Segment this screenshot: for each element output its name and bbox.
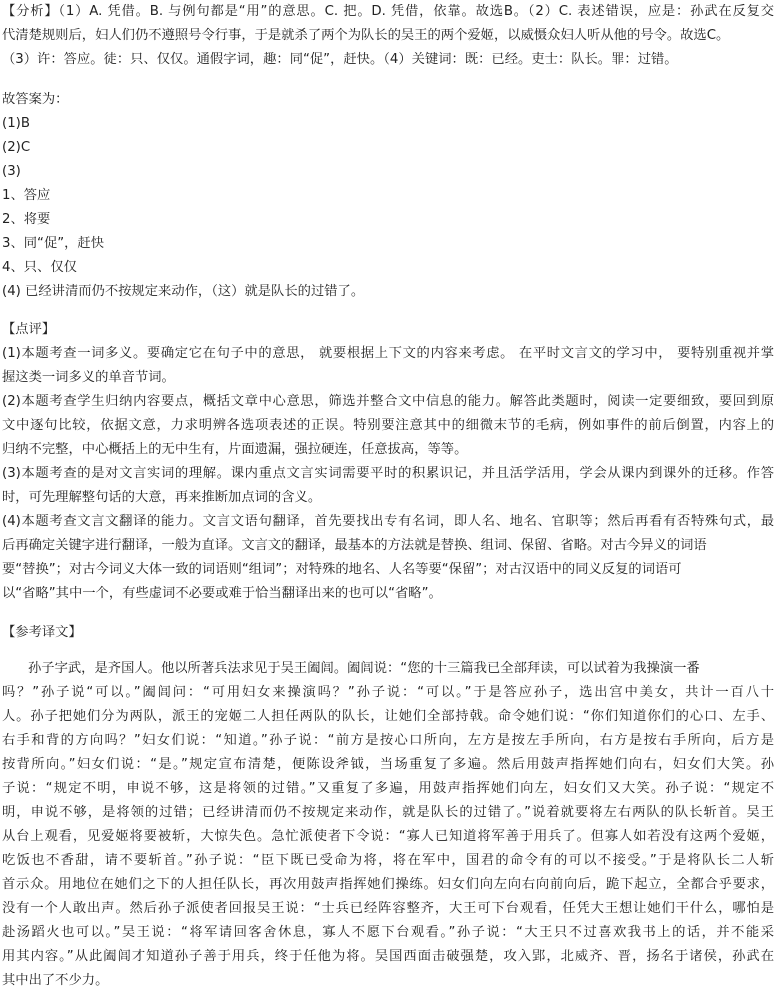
answer-line: (2)C (2, 140, 31, 155)
comment-line: (1)本题考查一词多义。要确定它在句子中的意思， 就要根据上下文的内容来考虑。 在平时文言文的学习中， 要特别重视并掌 (2, 346, 774, 361)
translation-line: 首示众。用地位在她们之下的人担任队长，再次用鼓声指挥她们操练。妇女们向左向右向前向后，跪下起立，全都合乎要求， (2, 877, 774, 892)
analysis-line: 代清楚规则后，妇人们仍不遵照号令行事，于是就杀了两个为队长的吴王的两个爱姬，以威慑众妇人听从他的号令。故选C。 (2, 28, 730, 43)
comment-line: 以“省略”其中一个，有些虚词不必要或难于恰当翻译出来的也可以“省略”。 (2, 586, 442, 601)
translation-line: 按背所向。”妇女们说：“是。”规定宣布清楚，便陈设斧钺，当场重复了多遍。然后用鼓声指挥她们向右，妇女们大笑。孙 (2, 757, 774, 772)
comment-line: 时，可先理解整句话的大意，再来推断加点词的含义。 (2, 490, 322, 505)
translation-line: 吃饭也不香甜，请不要斩首。”孙子说：“臣下既已受命为将，将在军中，国君的命令有的可以不接受。”于是将队长二人斩 (2, 853, 774, 868)
translation-line: 没有一个人敢出声。然后孙子派使者回报吴王说：“士兵已经阵容整齐，大王可下台观看，任凭大王想让她们干什么，哪怕是 (2, 901, 774, 916)
comment-line: (4)本题考查文言文翻译的能力。文言文语句翻译，首先要找出专有名词，即人名、地名、官职等；然后再看有否特殊句式，最 (2, 514, 774, 529)
answer-line: (3) (2, 164, 21, 179)
translation-line: 人。孙子把她们分为两队，派王的宠姬二人担任两队的队长，让她们全部持戟。命令她们说：“你们知道你们的心口、左手、 (2, 709, 774, 724)
translation-line: 从台上观看，见爱姬将要被斩，大惊失色。急忙派使者下令说：“寡人已知道将军善于用兵了。但寡人如若没有这两个爱姬， (2, 829, 774, 844)
comment-line: (2)本题考查学生归纳内容要点，概括文章中心意思，筛选并整合文中信息的能力。解答此类题时，阅读一定要细致，要回到原 (2, 394, 774, 409)
translation-line: 子说：“规定不明，申说不够，这是将领的过错。”又重复了多遍，用鼓声指挥她们向左，妇女们又大笑。孙子说：“规定不 (2, 781, 774, 796)
translation-line: 赴汤蹈火也可以。”吴王说：“将军请回客舍休息，寡人不愿下台观看。”孙子说：“大王只不过喜欢我书上的话，并不能采 (2, 925, 774, 940)
comment-line: 后再确定关键字进行翻译，一般为直译。文言文的翻译，最基本的方法就是替换、组词、保留、省略。对古今异义的词语 (2, 538, 707, 553)
translation-line: 吗？”孙子说“可以。”阖闾问：“可用妇女来操演吗？”孙子说：“可以。”于是答应孙子，选出宫中美女，共计一百八十 (2, 685, 774, 700)
comment-line: (3)本题考查的是对文言实词的理解。课内重点文言实词需要平时的积累识记，并且活学活用，学会从课内到课外的迁移。作答 (2, 466, 774, 481)
analysis-line: （3）许：答应。徒：只、仅仅。通假字词，趣：同“促”，赶快。（4）关键词：既：已经。吏士：队长。罪：过错。 (2, 52, 678, 67)
translation-line: 用其内容。”从此阖闾才知道孙子善于用兵，终于任他为将。吴国西面击破强楚，攻入郢，北威齐、晋，扬名于诸侯，孙武在 (2, 949, 774, 964)
comment-line: 握这类一词多义的单音节词。 (2, 370, 175, 385)
answer-intro: 故答案为： (2, 92, 69, 107)
comment-line: 文中逐句比较，依据文意，力求明辨各选项表述的正误。特别要注意其中的细微末节的毛病，例如事件的前后倒置，内容上的 (2, 418, 774, 433)
answer-line: 1、答应 (2, 188, 51, 203)
translation-line: 孙子字武，是齐国人。他以所著兵法求见于吴王阖闾。阖闾说：“您的十三篇我已全部拜读，可以试着为我操演一番 (28, 661, 700, 676)
answer-line: (4) 已经讲清而仍不按规定来动作，（这）就是队长的过错了。 (2, 284, 365, 299)
translation-line: 明，申说不够，是将领的过错；已经讲清而仍不按规定来动作，就是队长的过错了。”说着就要将左右两队的队长斩首。吴王 (2, 805, 774, 820)
translation-line: 其中出了不少力。 (2, 973, 109, 988)
comment-heading: 【点评】 (2, 322, 56, 337)
translation-line: 右手和背的方向吗？”妇女们说：“知道。”孙子说：“前方是按心口所向，左方是按左手所向，右方是按右手所向，后方是 (2, 733, 774, 748)
analysis-line: 【分析】（1）A. 凭借。B. 与例句都是“用”的意思。C. 把。D. 凭借，依靠。故选B。（2）C. 表述错误，应是：孙武在反复交 (2, 4, 774, 19)
comment-line: 归纳不完整，中心概括上的无中生有，片面遗漏，强拉硬连，任意拔高，等等。 (2, 442, 468, 457)
answer-line: 4、只、仅仅 (2, 260, 77, 275)
comment-line: 要“替换”；对古今词义大体一致的词语则“组词”；对特殊的地名、人名等要“保留”；对古汉语中的同义反复的词语可 (2, 562, 682, 577)
answer-line: (1)B (2, 116, 30, 131)
answer-line: 2、将要 (2, 212, 51, 227)
translation-heading: 【参考译文】 (2, 625, 82, 640)
answer-line: 3、同“促”，赶快 (2, 236, 105, 251)
